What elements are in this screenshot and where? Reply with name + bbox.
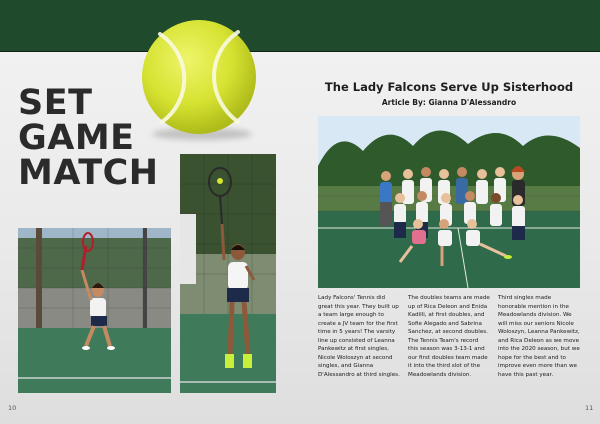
photo-player-serve <box>180 154 276 393</box>
page-number-left: 10 <box>8 404 17 412</box>
photo-player-forehand <box>18 228 171 393</box>
article-column: Lady Falcons' Tennis did great this year. They built up a team large enough to create a JV team for the first time in 5 years! The varsity line up consisted of Leanna Pankewitz at first singles, Nicole Woloszyn at second singles, and Gianna D'Alessandro at third singles. <box>318 295 400 378</box>
article-column: Third singles made honorable mention in the Meadowlands division. We will miss our seniors Nicole Woloszyn, Leanna Pankewitz, and Rica Deleon as we move into the 2020 season, but we hope for the best and to improve even more than we have this past year. <box>498 295 580 378</box>
photo-team-group <box>318 116 580 288</box>
headline-line: GAME <box>18 118 135 158</box>
page-number-right: 11 <box>585 404 594 412</box>
headline-line: MATCH <box>18 153 159 193</box>
top-green-band <box>0 0 600 52</box>
article-title: The Lady Falcons Serve Up Sisterhood <box>324 80 574 94</box>
article-byline: Article By: Gianna D'Alessandro <box>381 98 517 107</box>
headline <box>18 83 168 193</box>
headline-line: SET <box>18 83 93 123</box>
article-column: The doubles teams are made up of Rica Deleon and Enida Kadilli, at first doubles, and Sofie Alegado and Sabrina Sanchez, at second doubles. The Tennis Team's record this season was 3-13-1 and our first doubles team made it into the third slot of the Meadowlands division. <box>408 295 490 378</box>
